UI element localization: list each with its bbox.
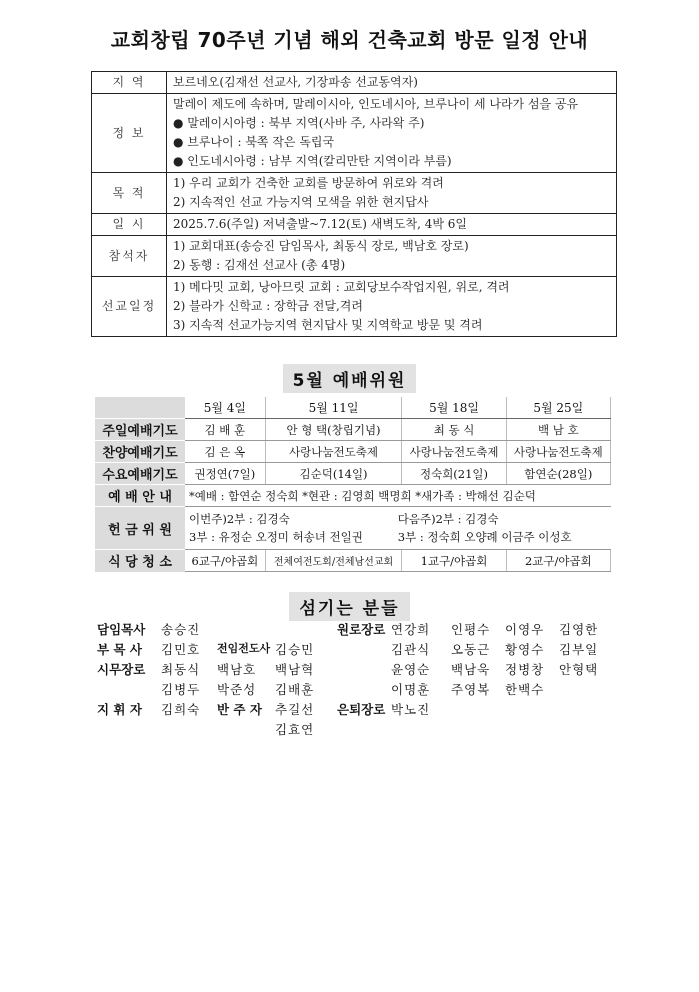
table-row [95,419,611,441]
info-value: 1) 교회대표(송승진 담임목사, 최동식 장로, 백남호 장로) 2) 동행 : 김재선 선교사 (총 4명) [167,236,617,277]
role-label: 원로장로 [337,622,386,637]
info-row-purpose [92,173,617,214]
cell: 정숙희(21일) [402,463,506,485]
person-name: 송승진 [161,622,201,637]
role-label: 시무장로 [97,662,146,677]
person-name: 한백수 [505,682,545,697]
person-name: 이영우 [505,622,545,637]
role-label: 부 목 사 [97,642,142,657]
person-name: 박노진 [391,702,431,717]
info-value: 말레이 제도에 속하며, 말레이시아, 인도네시아, 브루나이 세 나라가 섬을 공유 ● 말레이시아령 : 북부 지역(사바 주, 사라왁 주) ● 브루나이 : 북쪽 작은 독립국 ● 인도네시아령 : 남부 지역(칼리만탄 지역이라 부름) [167,94,617,173]
role-label: 지 휘 자 [97,702,142,717]
cell: 6교구/야곱회 [185,550,265,572]
table-row [95,441,611,463]
date-header: 5월 25일 [506,397,610,419]
cell: 2교구/야곱회 [506,550,610,572]
table-row [95,463,611,485]
cash-committee: 이번주)2부 : 김경숙 다음주)2부 : 김경숙 3부 : 유정순 오정미 허송녀 전일권 3부 : 정숙희 오양례 이금주 이성호 [185,507,611,550]
person-name: 정병창 [505,662,545,677]
cell: 백 남 호 [506,419,610,441]
row-label: 식 당 청 소 [95,550,185,572]
person-name: 오동근 [451,642,491,657]
cell: 김 은 옥 [185,441,265,463]
info-row-attendees [92,236,617,277]
list-item [97,660,617,680]
info-value: 1) 우리 교회가 건축한 교회를 방문하여 위로와 격려 2) 지속적인 선교 가능지역 모색을 위한 현지답사 [167,173,617,214]
person-name: 주영복 [451,682,491,697]
person-name: 인평수 [451,622,491,637]
list-item [97,700,617,720]
trip-info-table [91,71,617,337]
person-name: 김배훈 [275,682,315,697]
cell: 함연순(28일) [506,463,610,485]
page-title: 교회창립 70주년 기념 해외 건축교회 방문 일정 안내 [110,28,589,52]
cell: 전체여전도회/전체남선교회 [265,550,402,572]
role-label: 은퇴장로 [337,702,386,717]
row-label: 수요예배기도 [95,463,185,485]
list-item [97,720,617,740]
info-value: 2025.7.6(주일) 저녁출발~7.12(토) 새벽도착, 4박 6일 [167,214,617,236]
role-label: 전임전도사 [217,642,271,655]
person-name: 황영수 [505,642,545,657]
row-label: 예 배 안 내 [95,485,185,507]
list-item [97,680,617,700]
person-name: 추길선 [275,702,315,717]
date-header: 5월 4일 [185,397,265,419]
info-row-region [92,72,617,94]
cell: 사랑나눔전도축제 [506,441,610,463]
person-name: 김효연 [275,722,315,737]
person-name: 김희숙 [161,702,201,717]
info-key: 정 보 [92,94,167,173]
person-name: 김부일 [559,642,599,657]
cell: 안 형 택(창립기념) [265,419,402,441]
list-item [97,640,617,660]
row-label: 찬양예배기도 [95,441,185,463]
person-name: 윤영순 [391,662,431,677]
person-name: 김승민 [275,642,315,657]
role-label: 반 주 자 [217,702,262,717]
person-name: 백남호 [217,662,257,677]
date-header-row [95,397,611,419]
section-title-worship-staff: 5월 예배위원 [0,364,699,393]
person-name: 김병두 [161,682,201,697]
person-name: 백남욱 [451,662,491,677]
info-key: 선교일정 [92,277,167,337]
cell: 사랑나눔전도축제 [402,441,506,463]
section-title-servants: 섬기는 분들 [0,592,699,621]
worship-staff-table [95,396,611,572]
person-name: 김민호 [161,642,201,657]
info-key: 일 시 [92,214,167,236]
person-name: 연강희 [391,622,431,637]
cell: 김순덕(14일) [265,463,402,485]
person-name: 이명훈 [391,682,431,697]
person-name: 안형택 [559,662,599,677]
info-value: 1) 메다밋 교회, 낭아므릿 교회 : 교회당보수작업지원, 위로, 격려 2) 블라가 신학교 : 장학금 전달,격려 3) 지속적 선교가능지역 현지답사 및 지역학교 방문 및 격려 [167,277,617,337]
cell: 김 배 훈 [185,419,265,441]
info-key: 지 역 [92,72,167,94]
list-item [97,620,617,640]
person-name: 최동식 [161,662,201,677]
info-row-mission-schedule [92,277,617,337]
cell: 사랑나눔전도축제 [265,441,402,463]
row-label: 헌 금 위 원 [95,507,185,550]
table-row [95,485,611,507]
person-name: 백남혁 [275,662,315,677]
info-key: 참석자 [92,236,167,277]
cell: 최 동 식 [402,419,506,441]
header-corner [95,397,185,419]
usher-text: *예배 : 함연순 정숙희 *현관 : 김영희 백명희 *새가족 : 박해선 김순덕 [185,485,611,507]
info-key: 목 적 [92,173,167,214]
person-name: 김영한 [559,622,599,637]
date-header: 5월 18일 [402,397,506,419]
person-name: 김관식 [391,642,431,657]
table-row [95,550,611,572]
person-name: 박준성 [217,682,257,697]
row-label: 주일예배기도 [95,419,185,441]
info-row-info [92,94,617,173]
date-header: 5월 11일 [265,397,402,419]
servants-list [97,620,617,740]
role-label: 담임목사 [97,622,146,637]
table-row [95,507,611,550]
info-value: 보르네오(김재선 선교사, 기장파송 선교동역자) [167,72,617,94]
cell: 권정연(7일) [185,463,265,485]
cell: 1교구/야곱회 [402,550,506,572]
info-row-date [92,214,617,236]
